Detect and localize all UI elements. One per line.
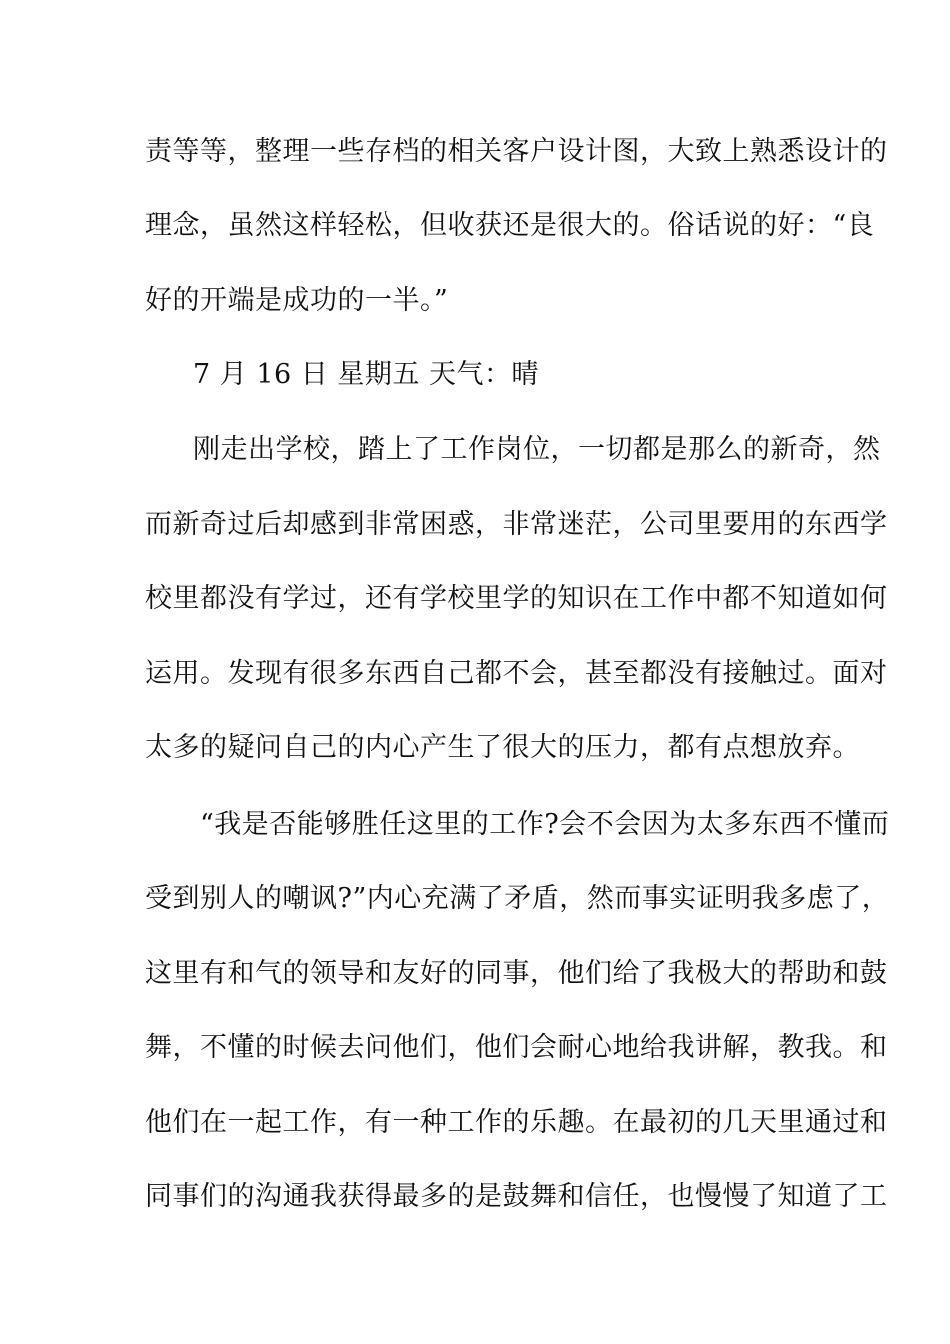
text-line: 校里都没有学过，还有学校里学的知识在工作中都不知道如何 <box>145 583 888 614</box>
text-line: 这里有和气的领导和友好的同事，他们给了我极大的帮助和鼓 <box>145 958 888 989</box>
text-line: 责等等，整理一些存档的相关客户设计图，大致上熟悉设计的 <box>145 136 888 167</box>
text-line: 受到别人的嘲讽?”内心充满了矛盾，然而事实证明我多虑了， <box>145 883 890 914</box>
text-line: 同事们的沟通我获得最多的是鼓舞和信任，也慢慢了知道了工 <box>145 1181 888 1212</box>
text-line: 好的开端是成功的一半。” <box>145 285 449 316</box>
diary-date-heading: 7 月 16 日 星期五 天气：晴 <box>193 359 539 390</box>
text-line: 运用。发现有很多东西自己都不会，甚至都没有接触过。面对 <box>145 658 888 689</box>
text-line: 刚走出学校，踏上了工作岗位，一切都是那么的新奇，然 <box>193 434 881 465</box>
text-line: “我是否能够胜任这里的工作?会不会因为太多东西不懂而 <box>200 809 890 840</box>
text-line: 太多的疑问自己的内心产生了很大的压力，都有点想放弃。 <box>145 732 860 763</box>
text-line: 舞，不懂的时候去问他们，他们会耐心地给我讲解，教我。和 <box>145 1032 888 1063</box>
text-line: 而新奇过后却感到非常困惑，非常迷茫，公司里要用的东西学 <box>145 509 888 540</box>
text-line: 他们在一起工作，有一种工作的乐趣。在最初的几天里通过和 <box>145 1107 888 1138</box>
text-line: 理念，虽然这样轻松，但收获还是很大的。俗话说的好：“良 <box>145 210 875 241</box>
